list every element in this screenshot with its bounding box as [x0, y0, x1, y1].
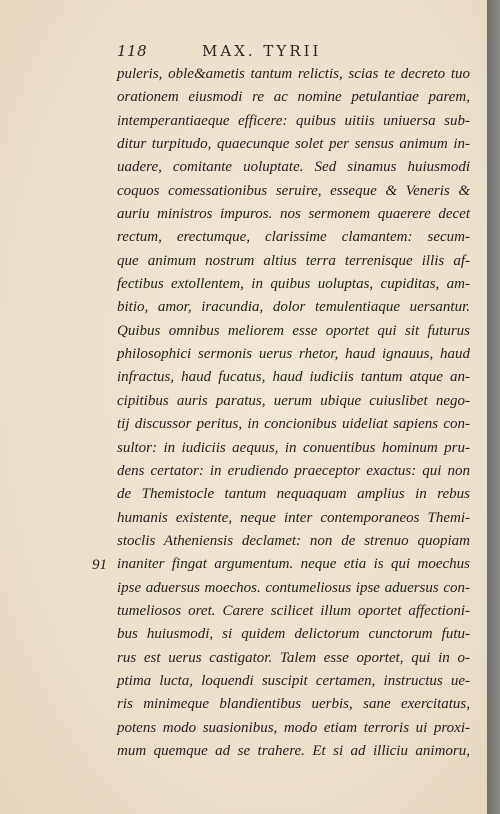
- text-line: ris minimeque blandientibus uerbis, sane exercitatus,: [117, 696, 470, 713]
- running-head: MAX. TYRII: [202, 42, 322, 60]
- text-line: tumeliosos oret. Carere scilicet illum oportet affectioni-: [117, 602, 470, 619]
- text-line: rus est uerus castigator. Talem esse oportet, qui in o-: [117, 649, 470, 666]
- text-block: [117, 63, 470, 763]
- text-line: fectibus extollentem, in quibus uoluptas, cupiditas, am-: [117, 276, 470, 293]
- text-line: sultor: in iudiciis aequus, in conuentibus hominum pru-: [117, 439, 470, 456]
- text-line: ptima lucta, loquendi suscipit certamen, instructus ue-: [117, 672, 470, 689]
- text-line: inaniter fingat argumentum. neque etia is qui moechus: [117, 556, 470, 573]
- text-line: auriu ministros impuros. nos sermonem quaerere decet: [117, 206, 470, 223]
- text-line: intemperantiaeque efficere: quibus uitiis uniuersa sub-: [117, 112, 470, 129]
- text-line: orationem eiusmodi re ac nomine petulantiae parem,: [117, 89, 470, 106]
- text-line: de Themistocle tantum nequaquam amplius in rebus: [117, 486, 470, 503]
- text-line: bitio, amor, iracundia, dolor temulentiaque uersantur.: [117, 299, 470, 316]
- text-line: Quibus omnibus meliorem esse oportet qui sit futurus: [117, 322, 470, 339]
- text-line: stoclis Atheniensis declamet: non de strenuo quopiam: [117, 532, 470, 549]
- text-line: dens certator: in erudiendo praeceptor exactus: qui non: [117, 462, 470, 479]
- text-line: humanis existente, neque inter contemporaneos Themi-: [117, 509, 470, 526]
- text-line: bus huiusmodi, si quidem delictorum cunctorum futu-: [117, 626, 470, 643]
- margin-note: 91: [92, 557, 107, 573]
- text-line: ditur turpitudo, quaecunque solet per sensus animum in-: [117, 136, 470, 153]
- text-line: philosophici sermonis uerus rhetor, haud ignauus, haud: [117, 346, 470, 363]
- text-line: mum quemque ad se trahere. Et si ad illiciu animoru,: [117, 742, 470, 759]
- text-line: tij discussor peritus, in concionibus uideliat sapiens con-: [117, 416, 470, 433]
- page-header: [117, 42, 417, 64]
- text-line: que animum nostrum altius terra terrenisque illis af-: [117, 252, 470, 269]
- text-line: rectum, erectumque, clarissime clamantem: secum-: [117, 229, 470, 246]
- text-line: coquos comessationibus seruire, esseque & Veneris &: [117, 182, 470, 199]
- text-line: cipitibus auris paratus, uerum ubique cuiuslibet nego-: [117, 392, 470, 409]
- text-line: puleris, oble&ametis tantum relictis, scias te decreto tuo: [117, 66, 470, 82]
- text-line: uadere, comitante uoluptate. Sed sinamus huiusmodi: [117, 159, 470, 176]
- page-edge: [487, 0, 500, 814]
- text-line: potens modo suasionibus, modo etiam terroris ui proxi-: [117, 719, 470, 736]
- page-number: 118: [117, 42, 148, 60]
- text-line: infractus, haud fucatus, haud iudiciis tantum atque an-: [117, 369, 470, 386]
- text-line: ipse aduersus moechos. contumeliosus ipse aduersus con-: [117, 579, 470, 596]
